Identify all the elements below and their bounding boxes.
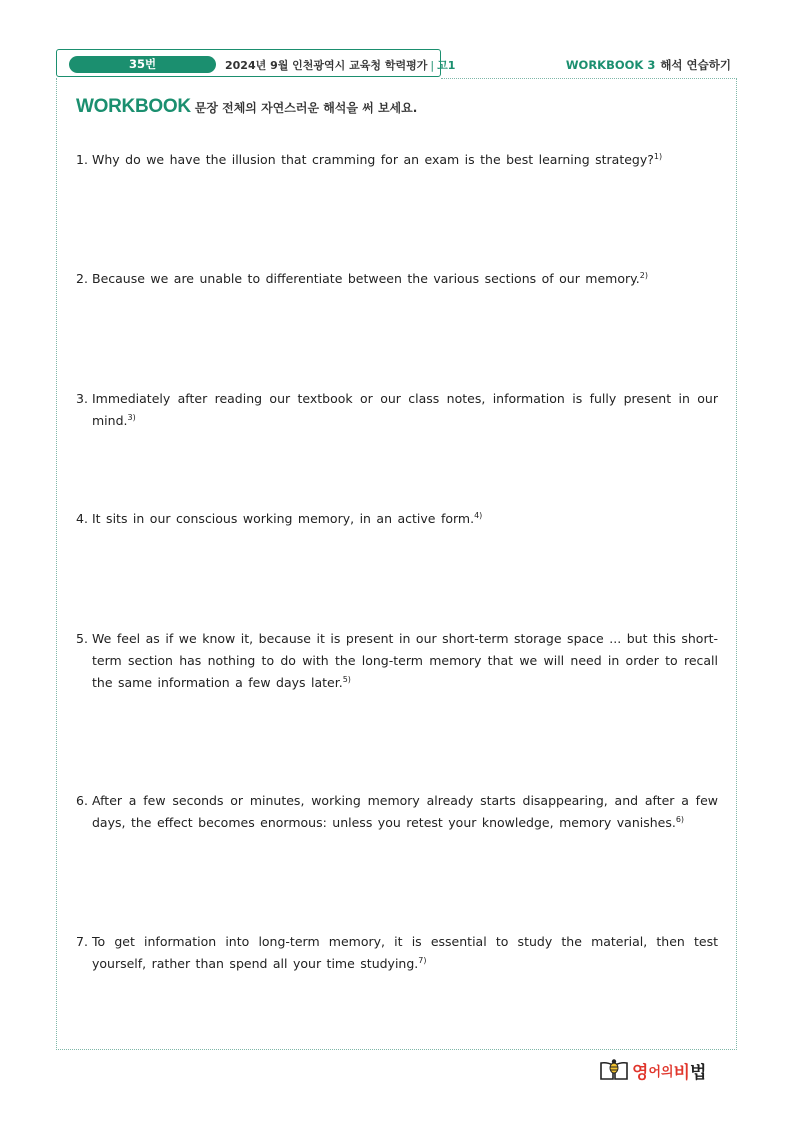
item-number: 3. <box>76 391 88 406</box>
header-box <box>56 49 456 77</box>
instruction: 문장 전체의 자연스러운 해석을 써 보세요. <box>194 101 418 115</box>
sentence-item <box>76 628 718 694</box>
item-number: 7. <box>76 934 88 949</box>
footnote-marker: 4) <box>474 511 483 520</box>
book-bee-icon <box>598 1057 630 1083</box>
content-frame <box>56 78 737 1050</box>
sentence-text: It sits in our conscious working memory, in an active form. <box>92 511 475 526</box>
sentence-item <box>76 149 718 171</box>
sentence-item <box>76 508 718 530</box>
logo-text-4: 법 <box>690 1062 707 1083</box>
item-number: 1. <box>76 152 88 167</box>
footnote-marker: 3) <box>127 413 136 422</box>
item-number: 6. <box>76 793 88 808</box>
footnote-marker: 7) <box>418 956 427 965</box>
workbook-label: WORKBOOK 3 <box>565 58 656 72</box>
sentence-text: We feel as if we know it, because it is present in our short-term storage space ... but this short-term section has nothing to do with the long-term memory that we will need in order to recall the same information a few days later. <box>92 631 718 690</box>
workbook-brand: WORKBOOK <box>76 96 191 117</box>
exam-source <box>225 57 455 73</box>
item-number: 5. <box>76 631 88 646</box>
footnote-marker: 2) <box>639 271 648 280</box>
sentence-text: To get information into long-term memory, it is essential to study the material, then test yourself, rather than spend all your time studying. <box>92 934 718 971</box>
sentence-text: After a few seconds or minutes, working memory already starts disappearing, and after a few days, the effect becomes enormous: unless you retest your knowledge, memory vanishes. <box>92 793 718 830</box>
logo-text-1: 영 <box>632 1062 649 1083</box>
footnote-marker: 6) <box>675 815 685 824</box>
item-number: 2. <box>76 271 88 286</box>
sentence-item <box>76 931 718 975</box>
publisher-logo <box>598 1057 706 1083</box>
sentence-text: Immediately after reading our textbook or our class notes, information is fully present in our mind. <box>92 391 718 428</box>
footnote-marker: 5) <box>342 675 351 684</box>
question-number-badge: 35번 <box>69 56 216 73</box>
content-frame-top <box>441 78 737 79</box>
sentence-text: Why do we have the illusion that cramming for an exam is the best learning strategy? <box>92 152 654 167</box>
sentence-item <box>76 268 718 290</box>
logo-text-3: 비 <box>673 1062 690 1083</box>
separator: | <box>430 59 435 72</box>
exam-source-text: 2024년 9월 인천광역시 교육청 학력평가 <box>225 59 428 72</box>
workbook-header <box>566 57 731 73</box>
sentence-text: Because we are unable to differentiate between the various sections of our memory. <box>92 271 640 286</box>
footnote-marker: 1) <box>653 152 663 161</box>
grade-level: 고1 <box>437 59 456 72</box>
workbook-title: 해석 연습하기 <box>660 58 731 72</box>
sentence-item <box>76 790 718 834</box>
logo-text-2: 어의 <box>648 1064 674 1080</box>
sentence-item <box>76 388 718 432</box>
section-title <box>76 96 417 118</box>
item-number: 4. <box>76 511 88 526</box>
